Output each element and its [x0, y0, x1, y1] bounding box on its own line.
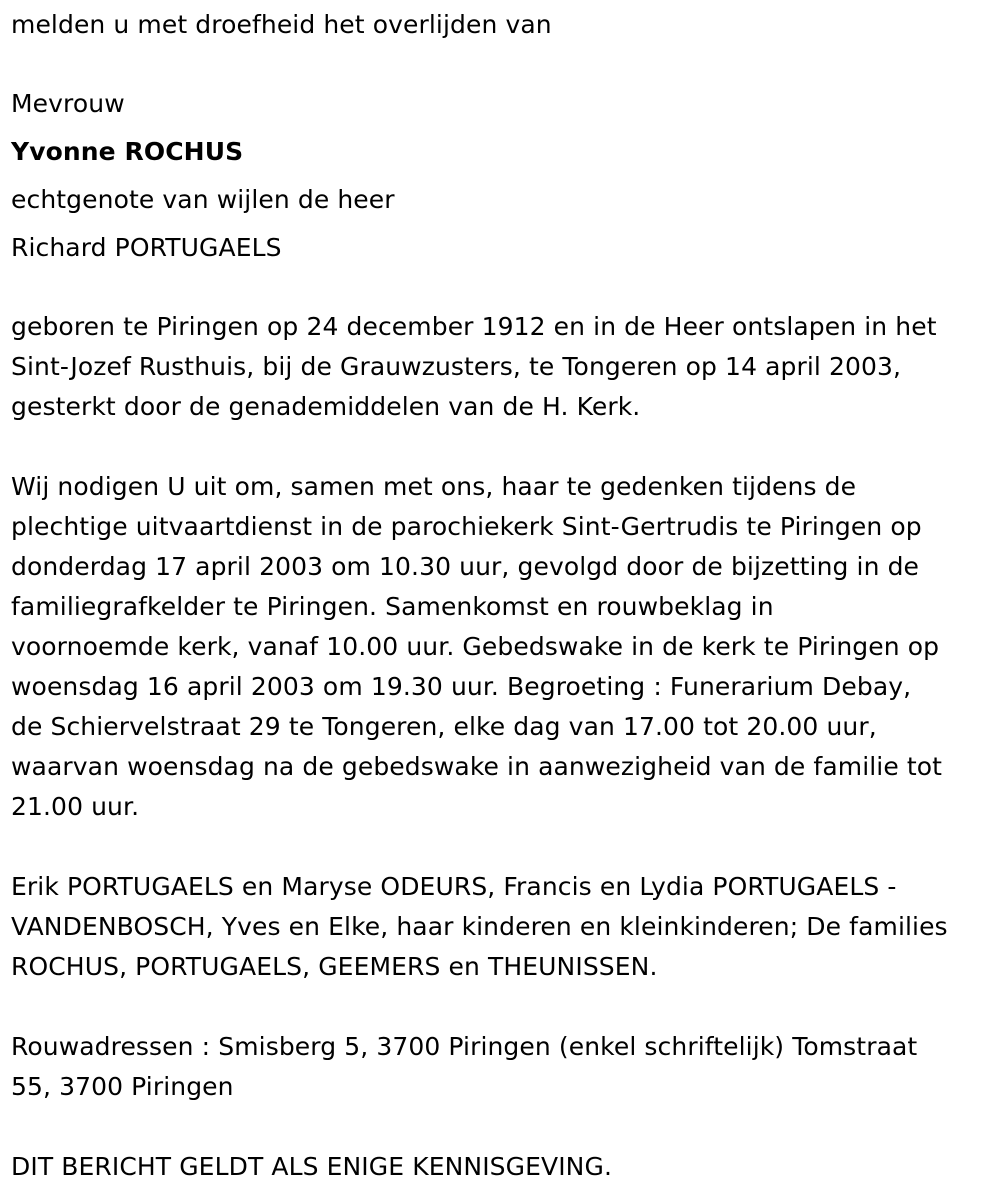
spacer — [11, 272, 993, 307]
paragraph-line: Erik PORTUGAELS en Maryse ODEURS, Francis en Lydia PORTUGAELS - — [11, 872, 897, 901]
spacer — [11, 1107, 993, 1147]
paragraph-line: familiegrafkelder te Piringen. Samenkomst en rouwbeklag in — [11, 592, 774, 621]
paragraph-line: Rouwadressen : Smisberg 5, 3700 Piringen (enkel schriftelijk) Tomstraat — [11, 1032, 918, 1061]
address-paragraph — [11, 1027, 993, 1107]
spacer — [11, 987, 993, 1027]
closing-statement: DIT BERICHT GELDT ALS ENIGE KENNISGEVING. — [11, 1152, 612, 1181]
paragraph-line: plechtige uitvaartdienst in de parochiekerk Sint-Gertrudis te Piringen op — [11, 512, 922, 541]
paragraph-line: donderdag 17 april 2003 om 10.30 uur, gevolgd door de bijzetting in de — [11, 552, 920, 581]
paragraph-line: Sint-Jozef Rusthuis, bij de Grauwzusters, te Tongeren op 14 april 2003, — [11, 352, 902, 381]
family-paragraph — [11, 867, 993, 987]
service-paragraph — [11, 467, 993, 827]
deceased-name: Yvonne ROCHUS — [11, 137, 244, 166]
paragraph-line: 55, 3700 Piringen — [11, 1072, 234, 1101]
salutation: Mevrouw — [11, 89, 125, 118]
paragraph-line: voornoemde kerk, vanaf 10.00 uur. Gebedswake in de kerk te Piringen op — [11, 632, 940, 661]
paragraph-line: woensdag 16 april 2003 om 19.30 uur. Begroeting : Funerarium Debay, — [11, 672, 912, 701]
spacer — [11, 50, 993, 80]
paragraph-line: Wij nodigen U uit om, samen met ons, haar te gedenken tijdens de — [11, 472, 857, 501]
paragraph-line: gesterkt door de genademiddelen van de H. Kerk. — [11, 392, 641, 421]
paragraph-line: waarvan woensdag na de gebedswake in aanwezigheid van de familie tot — [11, 752, 943, 781]
intro-line: melden u met droefheid het overlijden van — [11, 10, 552, 39]
paragraph-line: geboren te Piringen op 24 december 1912 en in de Heer ontslapen in het — [11, 312, 937, 341]
paragraph-line: VANDENBOSCH, Yves en Elke, haar kinderen en kleinkinderen; De families — [11, 912, 948, 941]
paragraph-line: 21.00 uur. — [11, 792, 140, 821]
paragraph-line: de Schiervelstraat 29 te Tongeren, elke dag van 17.00 tot 20.00 uur, — [11, 712, 877, 741]
spacer — [11, 827, 993, 867]
spouse-line: echtgenote van wijlen de heer — [11, 185, 395, 214]
spacer — [11, 427, 993, 467]
paragraph-line: ROCHUS, PORTUGAELS, GEEMERS en THEUNISSEN. — [11, 952, 658, 981]
birth-paragraph — [11, 307, 993, 427]
obituary-notice — [11, 0, 993, 1187]
spouse-name: Richard PORTUGAELS — [11, 233, 282, 262]
